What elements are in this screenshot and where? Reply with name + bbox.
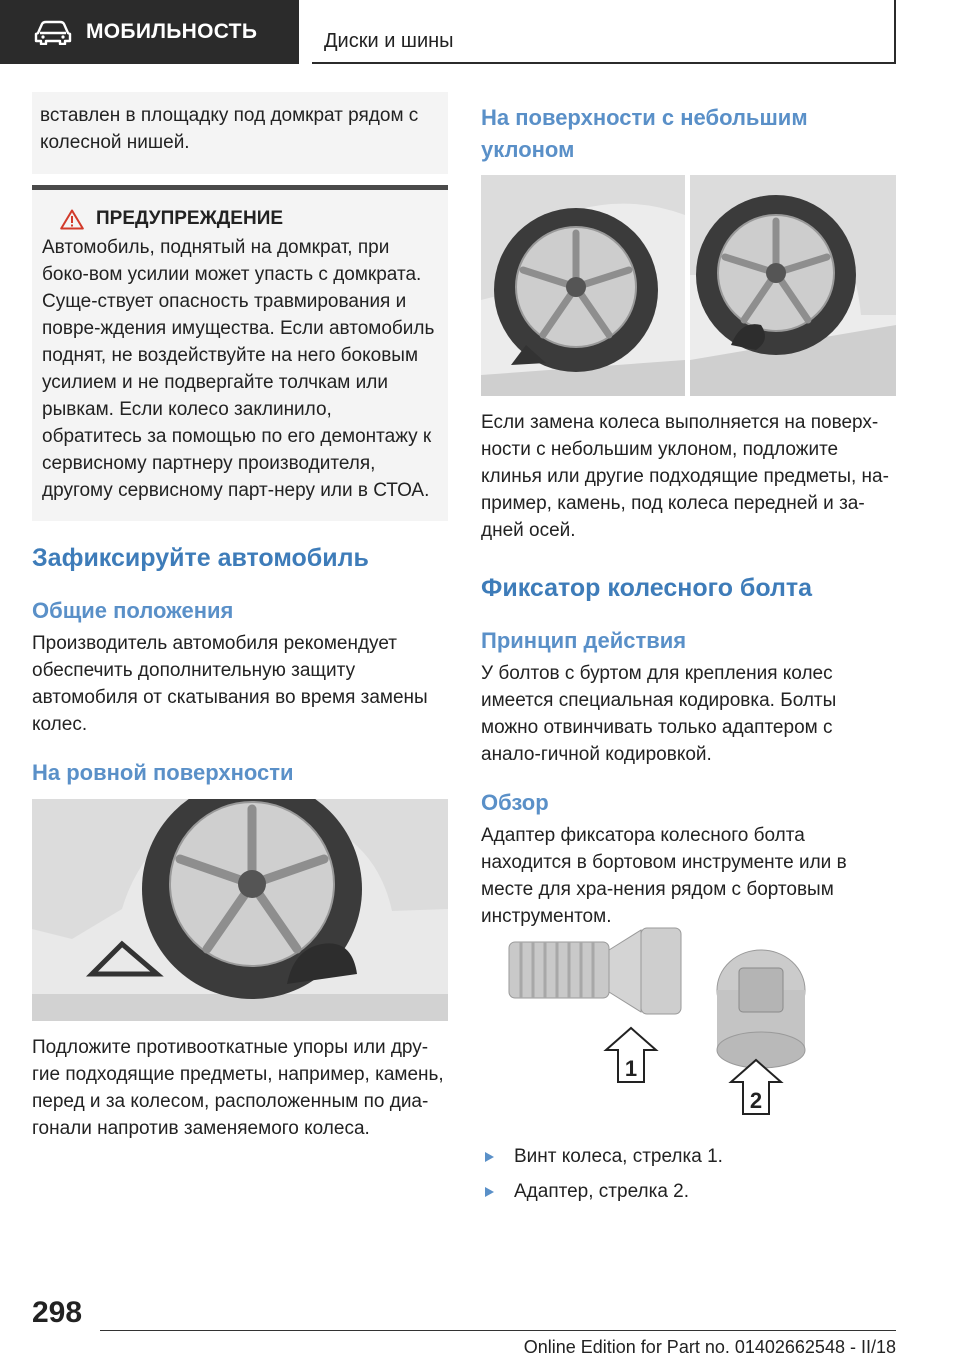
general-text: Производитель автомобиля рекомендует обеспечить дополнительную защиту автомобиля от скатывания во время замены колес. bbox=[32, 633, 428, 735]
car-icon bbox=[34, 19, 72, 45]
flat-surface-text: Подложите противооткатные упоры или дру-гие подходящие предметы, например, камень, перед и за колесом, расположенным по диа-гонали напротив заменяемого колеса. bbox=[32, 1037, 444, 1139]
arrow-2-label: 2 bbox=[749, 1088, 763, 1113]
adapter bbox=[717, 950, 805, 1068]
list-item bbox=[481, 1178, 896, 1205]
heading-wheel-lock: Фиксатор колесного болта bbox=[481, 574, 813, 602]
bullet-arrow-icon bbox=[485, 1152, 494, 1162]
right-top bbox=[481, 102, 896, 166]
slope-surface-image bbox=[481, 175, 896, 396]
heading-secure-vehicle: Зафиксируйте автомобиль bbox=[32, 544, 369, 572]
flat-surface-image bbox=[32, 799, 448, 1021]
intro-text: вставлен в площадку под домкрат рядом с колесной нишей. bbox=[40, 105, 419, 153]
heading-general: Общие положения bbox=[32, 598, 234, 623]
warning-title: ПРЕДУПРЕЖДЕНИЕ bbox=[96, 208, 284, 229]
arrow-1-label: 1 bbox=[624, 1056, 638, 1081]
section-title: МОБИЛЬНОСТЬ bbox=[86, 20, 258, 43]
arrow-1-icon bbox=[606, 1028, 656, 1082]
footer-divider bbox=[100, 1330, 896, 1331]
overview-text: Адаптер фиксатора колесного болта находится в бортовом инструменте или в месте для хра-нения рядом с бортовым инструментом. bbox=[481, 825, 847, 927]
footer-edition: Online Edition for Part no. 01402662548 - II/18 bbox=[523, 1337, 896, 1357]
heading-slope: На поверхности с небольшим уклоном bbox=[481, 105, 808, 162]
bolt-adapter-figure bbox=[481, 920, 896, 1125]
chapter-title: Диски и шины bbox=[324, 30, 454, 52]
page-number: 298 bbox=[32, 1296, 83, 1329]
heading-principle: Принцип действия bbox=[481, 628, 687, 653]
right-body bbox=[481, 409, 896, 930]
list-item bbox=[481, 1143, 896, 1170]
section-header bbox=[0, 0, 299, 64]
left-headings bbox=[32, 542, 448, 788]
principle-text: У болтов с буртом для крепления колес имеется специальная кодировка. Болты можно отвинчивать только адаптером с анало-гичной кодировкой. bbox=[481, 663, 837, 765]
bullet-text: Винт колеса, стрелка 1. bbox=[514, 1145, 723, 1167]
heading-overview: Обзор bbox=[481, 790, 549, 815]
slope-text: Если замена колеса выполняется на поверх-ности с небольшим уклоном, подложите клинья или другие подходящие предметы, на-пример, камень, под колеса передней и за-дней осей. bbox=[481, 412, 889, 541]
arrow-2-icon bbox=[731, 1060, 781, 1114]
heading-flat-surface: На ровной поверхности bbox=[32, 760, 294, 785]
bullet-arrow-icon bbox=[485, 1187, 494, 1197]
intro-box bbox=[32, 92, 448, 174]
warning-heading bbox=[60, 208, 438, 230]
bullet-text: Адаптер, стрелка 2. bbox=[514, 1180, 690, 1202]
warning-text: Автомобиль, поднятый на домкрат, при боко-вом усилии может упасть с домкрата. Суще-ствует опасность травмирования и повре-ждения имущества. Если автомобиль поднят, не воздействуйте на него боковым усилием и не подвергайте толчкам или рывкам. Если колесо заклинило, обратитесь за помощью по его демонтажу к сервисному партнеру производителя, другому сервисному парт-неру или в СТОА. bbox=[42, 237, 435, 501]
warning-box bbox=[32, 185, 448, 521]
warning-triangle-icon bbox=[60, 209, 84, 230]
bullet-list bbox=[481, 1143, 896, 1205]
chapter-header bbox=[312, 0, 896, 64]
wheel-bolt bbox=[509, 928, 681, 1014]
